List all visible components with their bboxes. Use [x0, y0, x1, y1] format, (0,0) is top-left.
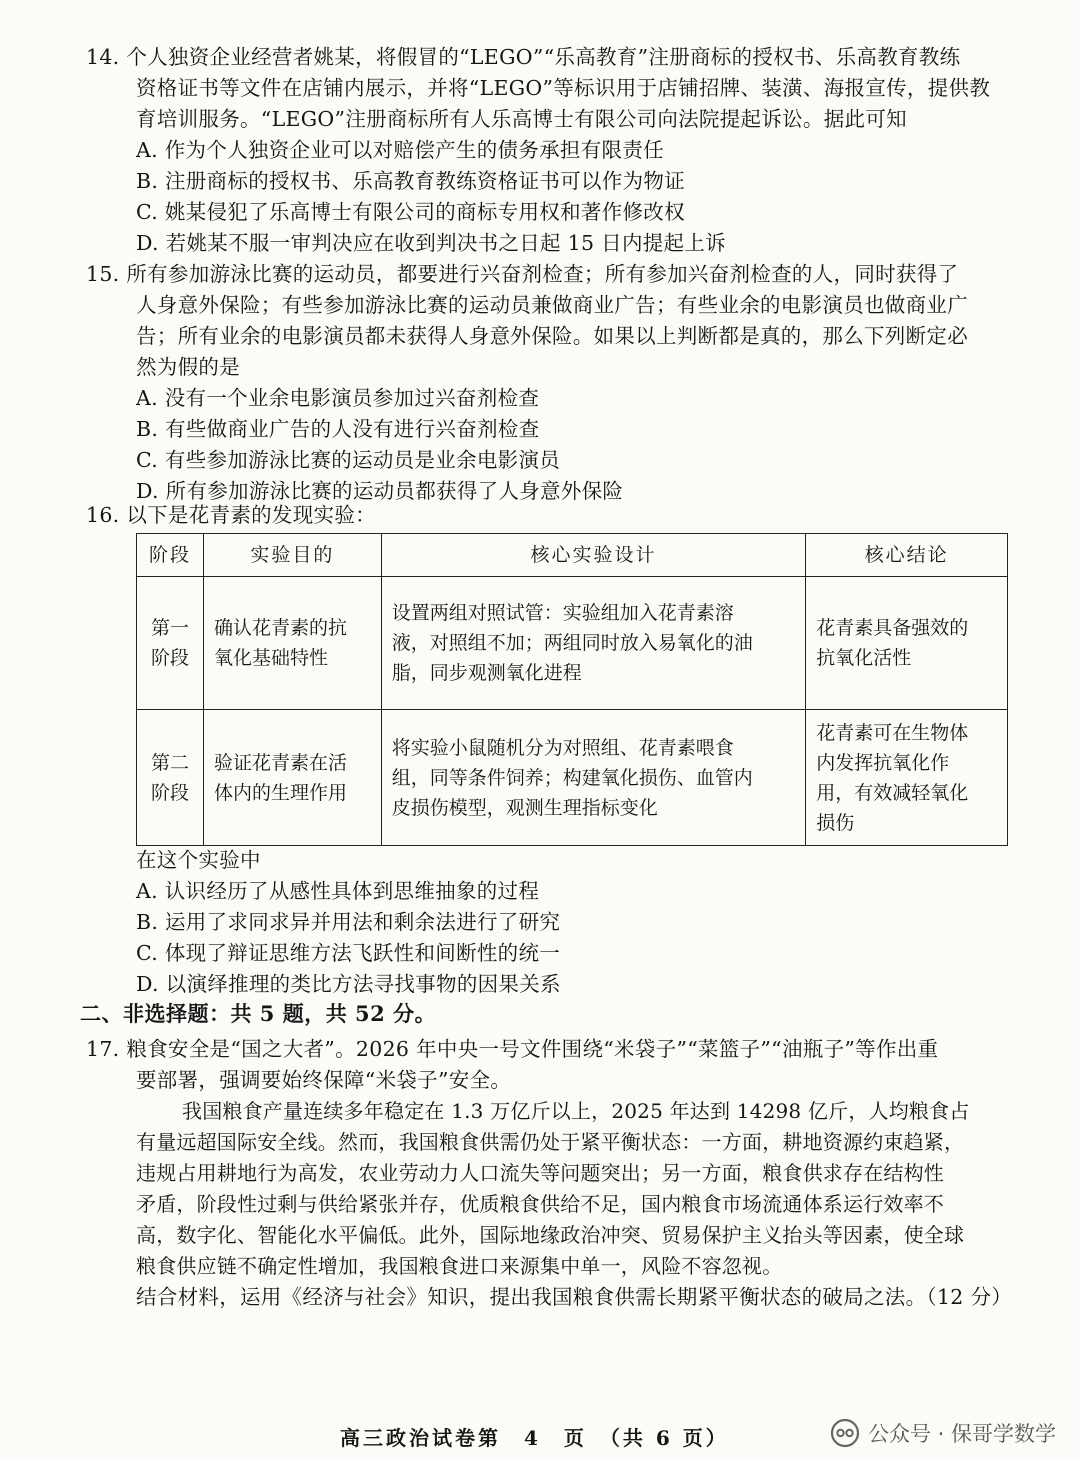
- q16-option-a: A. 认识经历了从感性具体到思维抽象的过程: [136, 879, 540, 903]
- cell-line: 损伤: [816, 811, 855, 834]
- table-cell-purpose: [203, 577, 381, 710]
- q17-line: 17. 粮食安全是“国之大者”。2026 年中央一号文件围绕“米袋子”“菜篮子”“油瓶子”等作出重: [86, 1037, 939, 1061]
- table-row: [137, 710, 1008, 846]
- q15-line: 人身意外保险；有些参加游泳比赛的运动员兼做商业广告；有些业余的电影演员也做商业广: [136, 293, 968, 317]
- q17-line: 要部署，强调要始终保障“米袋子”安全。: [136, 1068, 512, 1092]
- q14-line: 资格证书等文件在店铺内展示，并将“LEGO”等标识用于店铺招牌、装潢、海报宣传，提供教: [136, 76, 991, 100]
- table-header: 核心结论: [806, 534, 1008, 577]
- q14-option-a: A. 作为个人独资企业可以对赔偿产生的债务承担有限责任: [136, 138, 664, 162]
- table-cell-purpose: [203, 710, 381, 846]
- q17-material-line: 粮食供应链不确定性增加，我国粮食进口来源集中单一，风险不容忽视。: [136, 1254, 783, 1278]
- q16-intro: 16. 以下是花青素的发现实验：: [86, 503, 376, 527]
- watermark-text: 公众号 · 保哥学数学: [867, 1422, 1056, 1446]
- q17-task: 结合材料，运用《经济与社会》知识，提出我国粮食供需长期紧平衡状态的破局之法。（12 分）: [136, 1285, 1013, 1309]
- cell-line: 验证花青素在活: [213, 751, 347, 774]
- cell-line: 脂，同步观测氧化进程: [391, 662, 582, 684]
- table-header: 核心实验设计: [381, 534, 805, 577]
- cell-line: 将实验小鼠随机分为对照组、花青素喂食: [391, 736, 734, 759]
- table-cell-conclusion: [806, 710, 1008, 846]
- q15-line: 告；所有业余的电影演员都未获得人身意外保险。如果以上判断都是真的，那么下列断定必: [136, 324, 968, 348]
- cell-line: 抗氧化活性: [816, 647, 912, 669]
- watermark: [830, 1418, 1056, 1448]
- table-cell-design: [381, 710, 805, 846]
- q17-material-line: 有量远超国际安全线。然而，我国粮食供需仍处于紧平衡状态：一方面，耕地资源约束趋紧，: [136, 1130, 965, 1154]
- table-header: 实验目的: [203, 534, 381, 577]
- page-number: 高三政治试卷第 4 页 （共 6 页）: [340, 1426, 729, 1450]
- table-cell-stage: [137, 710, 204, 846]
- table-header-row: [137, 534, 1008, 577]
- q16-option-b: B. 运用了求同求异并用法和剩余法进行了研究: [136, 910, 561, 934]
- wechat-channel-icon: [830, 1418, 860, 1448]
- cell-line: 确认花青素的抗: [213, 617, 347, 639]
- cell-line: 用，有效减轻氧化: [816, 781, 969, 804]
- question-15: [86, 259, 1024, 507]
- q17-material-line: 矛盾，阶段性过剩与供给紧张并存，优质粮食供给不足，国内粮食市场流通体系运行效率不: [136, 1192, 944, 1216]
- q15-option-c: C. 有些参加游泳比赛的运动员是业余电影演员: [136, 448, 561, 472]
- table-header: 阶段: [137, 534, 204, 577]
- cell-line: 阶段: [150, 781, 189, 804]
- question-14: [86, 42, 1024, 259]
- table-cell-conclusion: [806, 577, 1008, 710]
- cell-line: 组，同等条件饲养；构建氧化损伤、血管内: [391, 766, 753, 789]
- question-17: [86, 1034, 1024, 1313]
- q16-stem: 在这个实验中: [136, 848, 261, 872]
- q14-option-d: D. 若姚某不服一审判决应在收到判决书之日起 15 日内提起上诉: [136, 231, 726, 255]
- cell-line: 内发挥抗氧化作: [816, 751, 950, 774]
- q15-line: 15. 所有参加游泳比赛的运动员，都要进行兴奋剂检查；所有参加兴奋剂检查的人，同时获得了: [86, 262, 959, 286]
- q16-option-c: C. 体现了辩证思维方法飞跃性和间断性的统一: [136, 941, 561, 965]
- cell-line: 阶段: [150, 647, 189, 669]
- cell-line: 皮损伤模型，观测生理指标变化: [391, 796, 658, 819]
- section-heading: 二、非选择题：共 5 题，共 52 分。: [80, 1001, 437, 1026]
- cell-line: 液，对照组不加；两组同时放入易氧化的油: [391, 632, 753, 654]
- q14-option-c: C. 姚某侵犯了乐高博士有限公司的商标专用权和著作修改权: [136, 200, 685, 224]
- q14-option-b: B. 注册商标的授权书、乐高教育教练资格证书可以作为物证: [136, 169, 685, 193]
- q15-option-b: B. 有些做商业广告的人没有进行兴奋剂检查: [136, 417, 540, 441]
- q15-option-a: A. 没有一个业余电影演员参加过兴奋剂检查: [136, 386, 540, 410]
- cell-line: 第一: [150, 617, 189, 639]
- question-16-intro: [86, 500, 1024, 531]
- cell-line: 氧化基础特性: [213, 647, 328, 669]
- cell-line: 第二: [150, 751, 189, 774]
- cell-line: 花青素可在生物体: [816, 721, 969, 744]
- experiment-table: [136, 533, 1008, 846]
- table-cell-stage: [137, 577, 204, 710]
- q15-option-d: D. 所有参加游泳比赛的运动员都获得了人身意外保险: [136, 479, 624, 503]
- q17-material-line: 我国粮食产量连续多年稳定在 1.3 万亿斤以上，2025 年达到 14298 亿斤，人均粮食占: [182, 1099, 970, 1123]
- q17-material-line: 违规占用耕地行为高发，农业劳动力人口流失等问题突出；另一方面，粮食供求存在结构性: [136, 1161, 944, 1185]
- cell-line: 花青素具备强效的: [816, 617, 969, 639]
- page-footer: [0, 1416, 1080, 1456]
- q14-line: 14. 个人独资企业经营者姚某，将假冒的“LEGO”“乐高教育”注册商标的授权书、乐高教育教练: [86, 45, 961, 69]
- table-row: [137, 577, 1008, 710]
- q15-line: 然为假的是: [136, 355, 240, 379]
- q16-option-d: D. 以演绎推理的类比方法寻找事物的因果关系: [136, 972, 561, 996]
- question-16-options: [104, 845, 1024, 1000]
- cell-line: 体内的生理作用: [213, 781, 347, 804]
- cell-line: 设置两组对照试管：实验组加入花青素溶: [391, 602, 734, 624]
- table-cell-design: [381, 577, 805, 710]
- q14-line: 育培训服务。“LEGO”注册商标所有人乐高博士有限公司向法院提起诉讼。据此可知: [136, 107, 907, 131]
- q17-material-line: 高，数字化、智能化水平偏低。此外，国际地缘政治冲突、贸易保护主义抬头等因素，使全球: [136, 1223, 965, 1247]
